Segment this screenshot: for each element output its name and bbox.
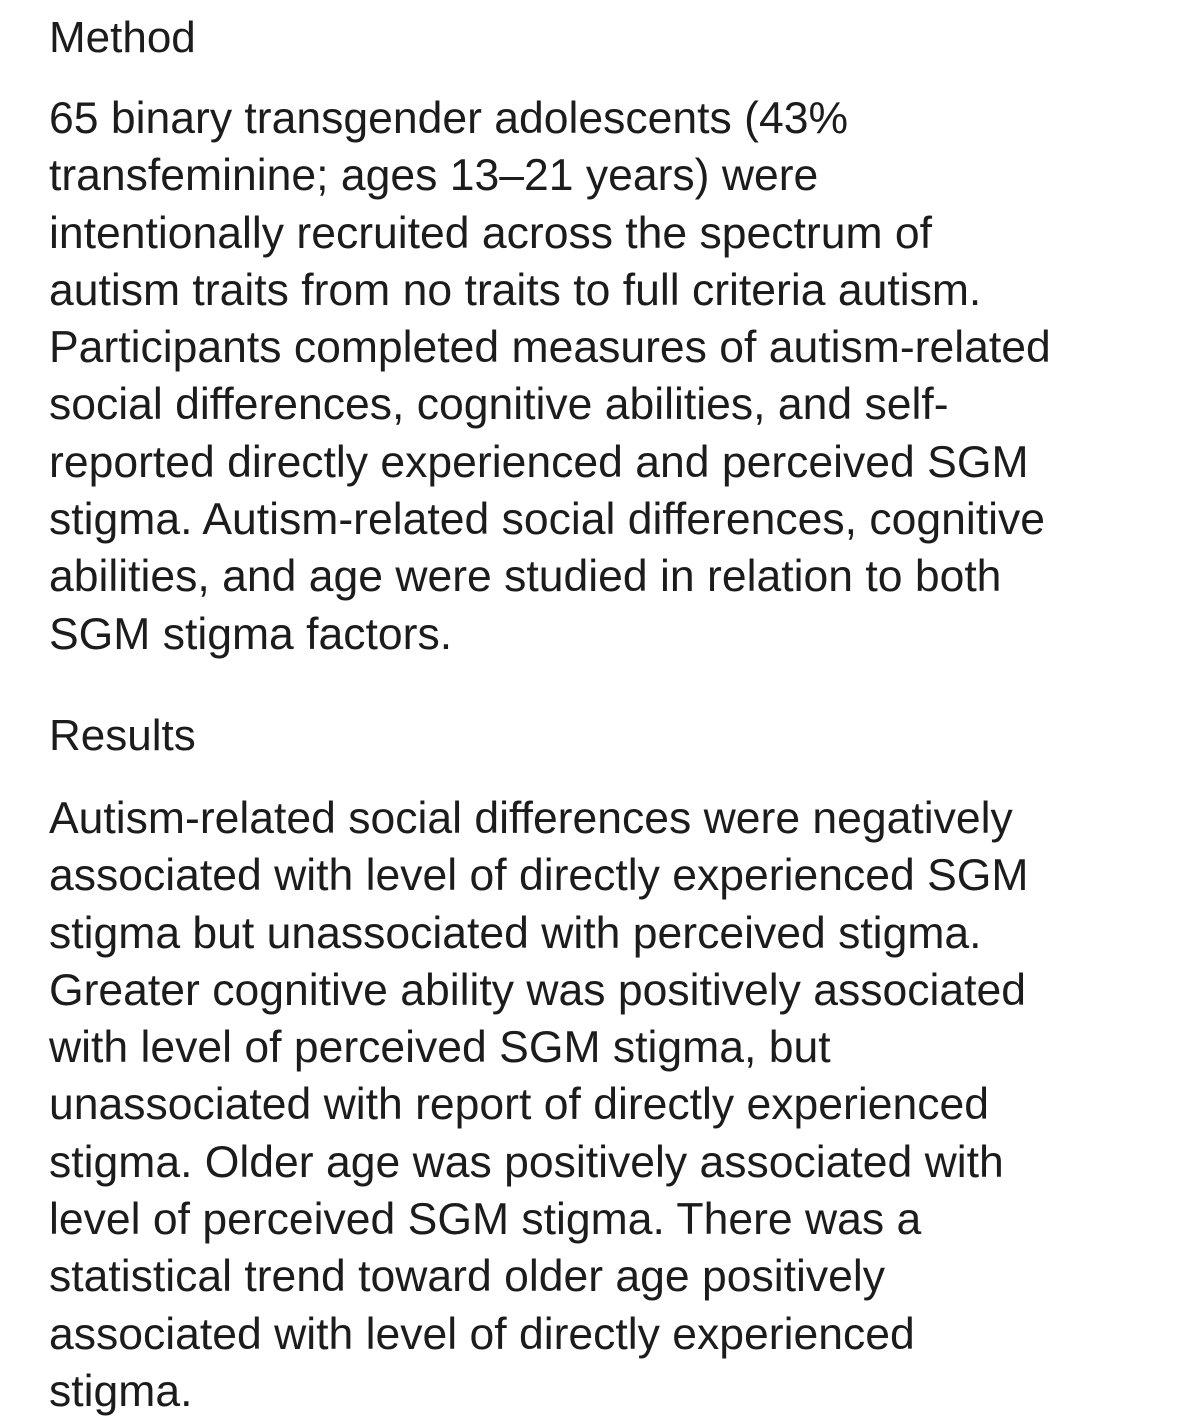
results-line: level of perceived SGM stigma. There was a (49, 1195, 922, 1245)
results-line: stigma. (49, 1366, 193, 1416)
results-line: statistical trend toward older age positively (49, 1252, 886, 1302)
method-line: transfeminine; ages 13–21 years) were (49, 151, 819, 201)
results-line: associated with level of directly experienced SGM (49, 851, 1029, 901)
results-line: Greater cognitive ability was positively associated (49, 965, 1026, 1015)
method-line: stigma. Autism-related social differences, cognitive (49, 495, 1045, 545)
results-line: associated with level of directly experienced (49, 1309, 915, 1359)
method-line: 65 binary transgender adolescents (43% (49, 94, 849, 143)
method-heading: Method (49, 13, 196, 62)
method-line: SGM stigma factors. (49, 609, 453, 659)
method-line: reported directly experienced and perceived SGM (49, 437, 1029, 487)
method-line: social differences, cognitive abilities, and self- (49, 380, 949, 430)
method-line: Participants completed measures of autism-related (49, 323, 1051, 373)
results-paragraph (49, 790, 1028, 1420)
results-heading: Results (49, 711, 196, 760)
results-line: unassociated with report of directly experienced (49, 1080, 989, 1130)
results-line: stigma. Older age was positively associated with (49, 1137, 1004, 1187)
method-line: intentionally recruited across the spectrum of (49, 208, 933, 258)
method-paragraph (49, 90, 1051, 663)
method-line: abilities, and age were studied in relation to both (49, 552, 1002, 602)
results-line: with level of perceived SGM stigma, but (49, 1023, 831, 1073)
method-line: autism traits from no traits to full criteria autism. (49, 265, 982, 315)
results-line: stigma but unassociated with perceived stigma. (49, 908, 982, 958)
results-line: Autism-related social differences were negatively (49, 794, 1013, 843)
